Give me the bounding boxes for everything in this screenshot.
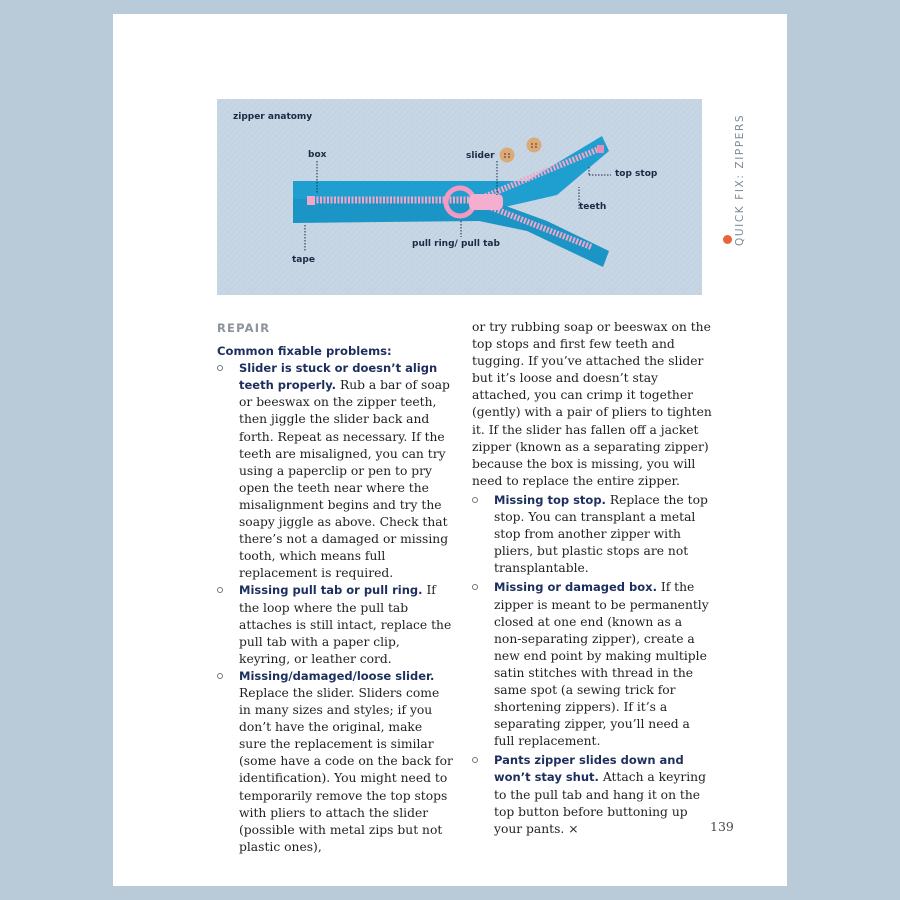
side-label-text: QUICK FIX: ZIPPERS: [734, 113, 746, 246]
label-box: box: [308, 150, 327, 160]
zipper-slider: [469, 194, 503, 210]
item-body: If the loop where the pull tab attaches is still intact, replace the pull tab with a paper clip, keyring, or leather cord.: [239, 583, 452, 666]
list-item: [217, 360, 453, 582]
list-item: [472, 579, 712, 750]
bullet-icon: [217, 365, 223, 371]
item-body: If the zipper is meant to be permanently closed at one end (known as a non-separating zipper), create a new end point by making multiple satin stitches with thread in the same spot (a sewing trick for shortening zippers). If it’s a separating zipper, you’ll need a full replacement.: [494, 580, 709, 749]
bullet-icon: [217, 587, 223, 593]
zipper-box: [307, 196, 315, 205]
item-heading: Pants zipper slides down and won’t stay shut.: [494, 753, 684, 785]
list-item: [472, 752, 712, 837]
label-tape: tape: [292, 255, 315, 265]
label-pull-ring: pull ring/ pull tab: [412, 239, 500, 249]
item-heading: Missing/damaged/loose slider.: [239, 668, 435, 683]
item-body: Attach a keyring to the pull tab and hang it on the top button before buttoning up your pants. ×: [494, 770, 706, 836]
accent-dot: [723, 235, 732, 244]
wooden-button-right: [527, 138, 542, 153]
label-top-stop: top stop: [615, 169, 658, 179]
continued-text: or try rubbing soap or beeswax on the top stops and first few teeth and tugging. If you’ve attached the slider but it’s loose and doesn’t stay attached, you can crimp it together (gently) with a pair of pliers to tighten it. If the slider has fallen off a jacket zipper (known as a separating zipper) because the box is missing, you will need to replace the entire zipper.: [472, 320, 712, 488]
item-heading: Missing or damaged box.: [494, 580, 657, 595]
list-item: [217, 582, 453, 667]
label-teeth: teeth: [579, 202, 607, 212]
item-body: Replace the slider. Sliders come in many sizes and styles; if you don’t have the original, make sure the replacement is similar (some have a code on the back for identification). You might need to temporarily remove the top stops with pliers to attach the slider (possible with metal zips but not plastic ones),: [239, 685, 453, 854]
list-item: [472, 492, 712, 577]
subhead: Common fixable problems:: [217, 344, 392, 359]
page-number: 139: [710, 819, 734, 834]
section-title: REPAIR: [217, 321, 271, 335]
right-column: [472, 319, 712, 838]
item-body: Replace the top stop. You can transplant a metal stop from another zipper with pliers, but plastic stops are not transplantable.: [494, 492, 708, 576]
zipper-top-stop: [597, 145, 604, 153]
wooden-button-left: [500, 148, 515, 163]
item-heading: Missing pull tab or pull ring.: [239, 583, 423, 598]
item-heading: Slider is stuck or doesn’t align teeth properly.: [239, 361, 438, 393]
bullet-icon: [217, 673, 223, 679]
bullet-icon: [472, 497, 478, 503]
label-slider: slider: [466, 151, 495, 161]
list-item: [217, 668, 453, 856]
book-page: [113, 14, 787, 886]
zipper-illustration: [217, 99, 702, 295]
item-body: Rub a bar of soap or beeswax on the zipper teeth, then jiggle the slider back and forth. Repeat as necessary. If the teeth are misaligned, you can try using a paperclip or pen to pry open the teeth near where the misalignment begins and try the soapy jiggle as above. Check that there’s not a damaged or missing tooth, which means full replacement is required.: [239, 378, 450, 581]
item-heading: Missing top stop.: [494, 492, 606, 507]
figure-title: zipper anatomy: [233, 112, 313, 122]
bullet-icon: [472, 757, 478, 763]
bullet-icon: [472, 584, 478, 590]
left-column: [217, 320, 453, 856]
zipper-anatomy-figure: [217, 99, 702, 295]
